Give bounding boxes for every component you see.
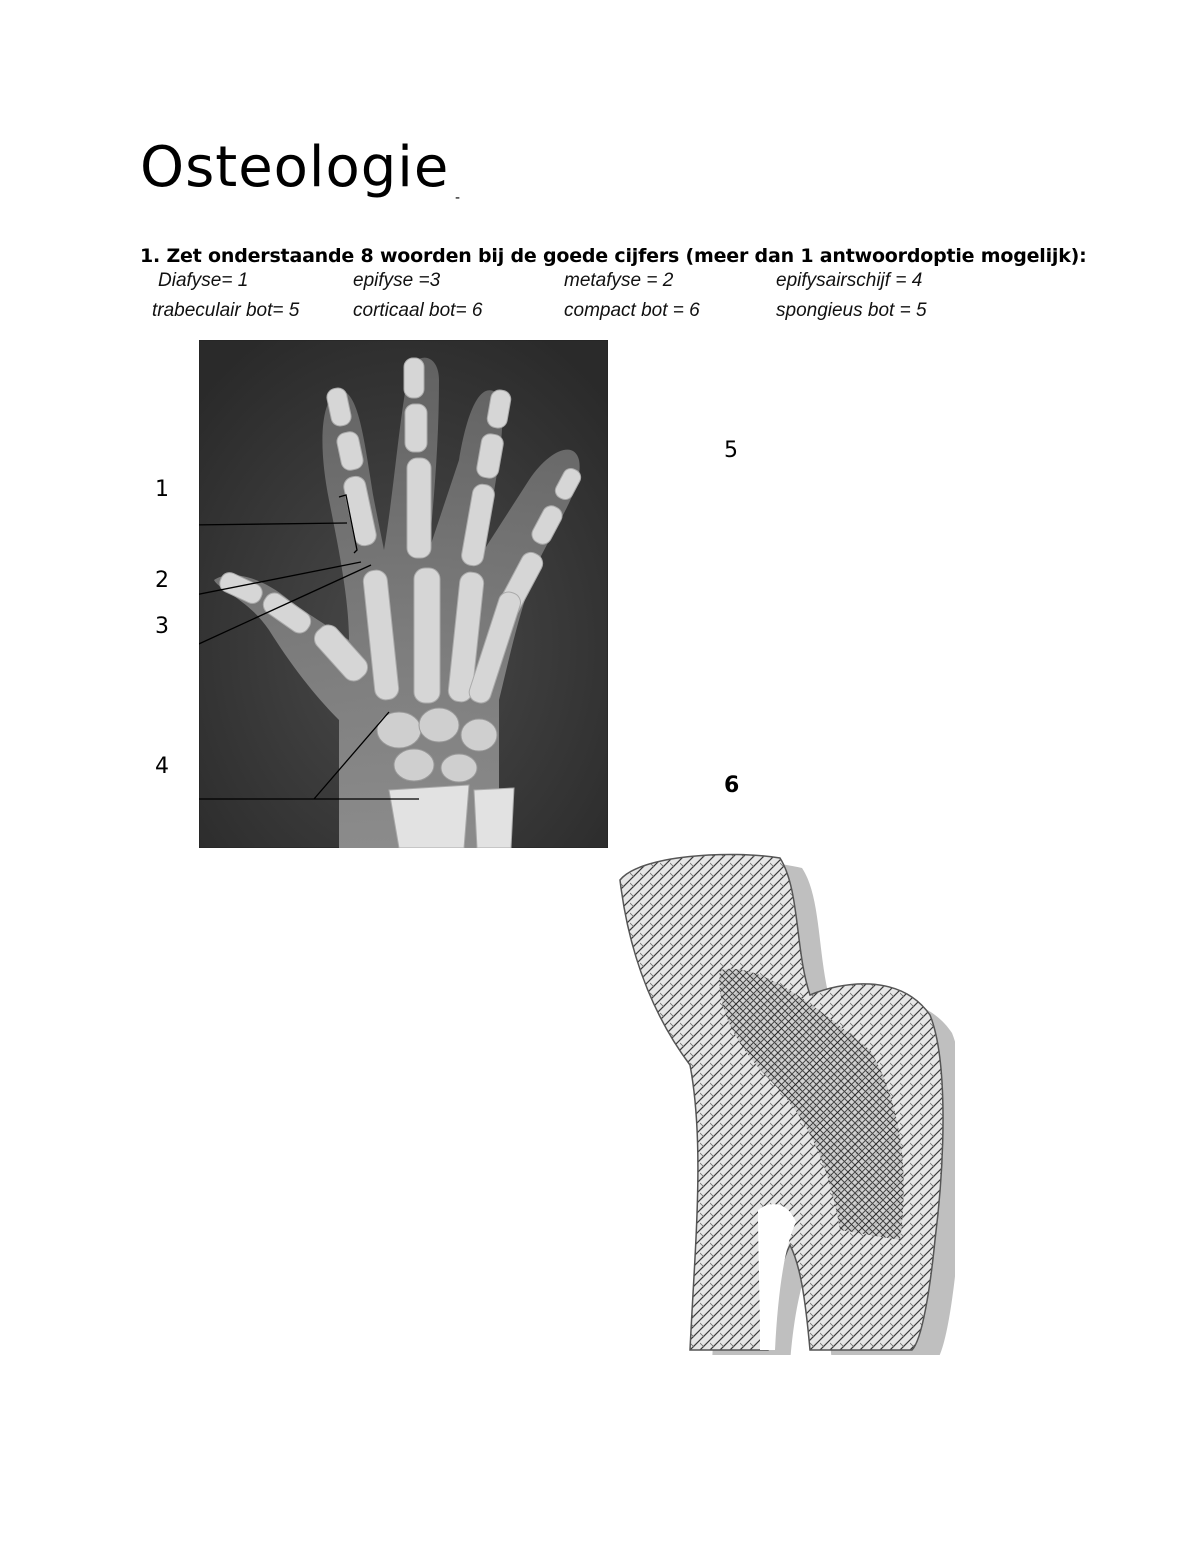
label-6: 6 bbox=[724, 773, 740, 798]
title-mark: - bbox=[455, 190, 461, 206]
page-title: Osteologie bbox=[140, 135, 450, 200]
label-4: 4 bbox=[155, 754, 169, 779]
femur-section-image bbox=[610, 850, 955, 1355]
hand-xray-image bbox=[199, 340, 608, 848]
label-1: 1 bbox=[155, 477, 169, 502]
answer-item: epifysairschijf = 4 bbox=[776, 270, 923, 291]
answer-item: spongieus bot = 5 bbox=[776, 300, 927, 321]
question-text: 1. Zet onderstaande 8 woorden bij de goede cijfers (meer dan 1 antwoordoptie mogelijk): bbox=[140, 245, 1087, 267]
label-2: 2 bbox=[155, 568, 169, 593]
label-5: 5 bbox=[724, 438, 738, 463]
answer-item: corticaal bot= 6 bbox=[353, 300, 483, 321]
answer-item: trabeculair bot= 5 bbox=[152, 300, 300, 321]
answer-item: epifyse =3 bbox=[353, 270, 441, 291]
answer-item: compact bot = 6 bbox=[564, 300, 700, 321]
answer-item: Diafyse= 1 bbox=[158, 270, 249, 291]
label-3: 3 bbox=[155, 614, 169, 639]
answer-item: metafyse = 2 bbox=[564, 270, 674, 291]
